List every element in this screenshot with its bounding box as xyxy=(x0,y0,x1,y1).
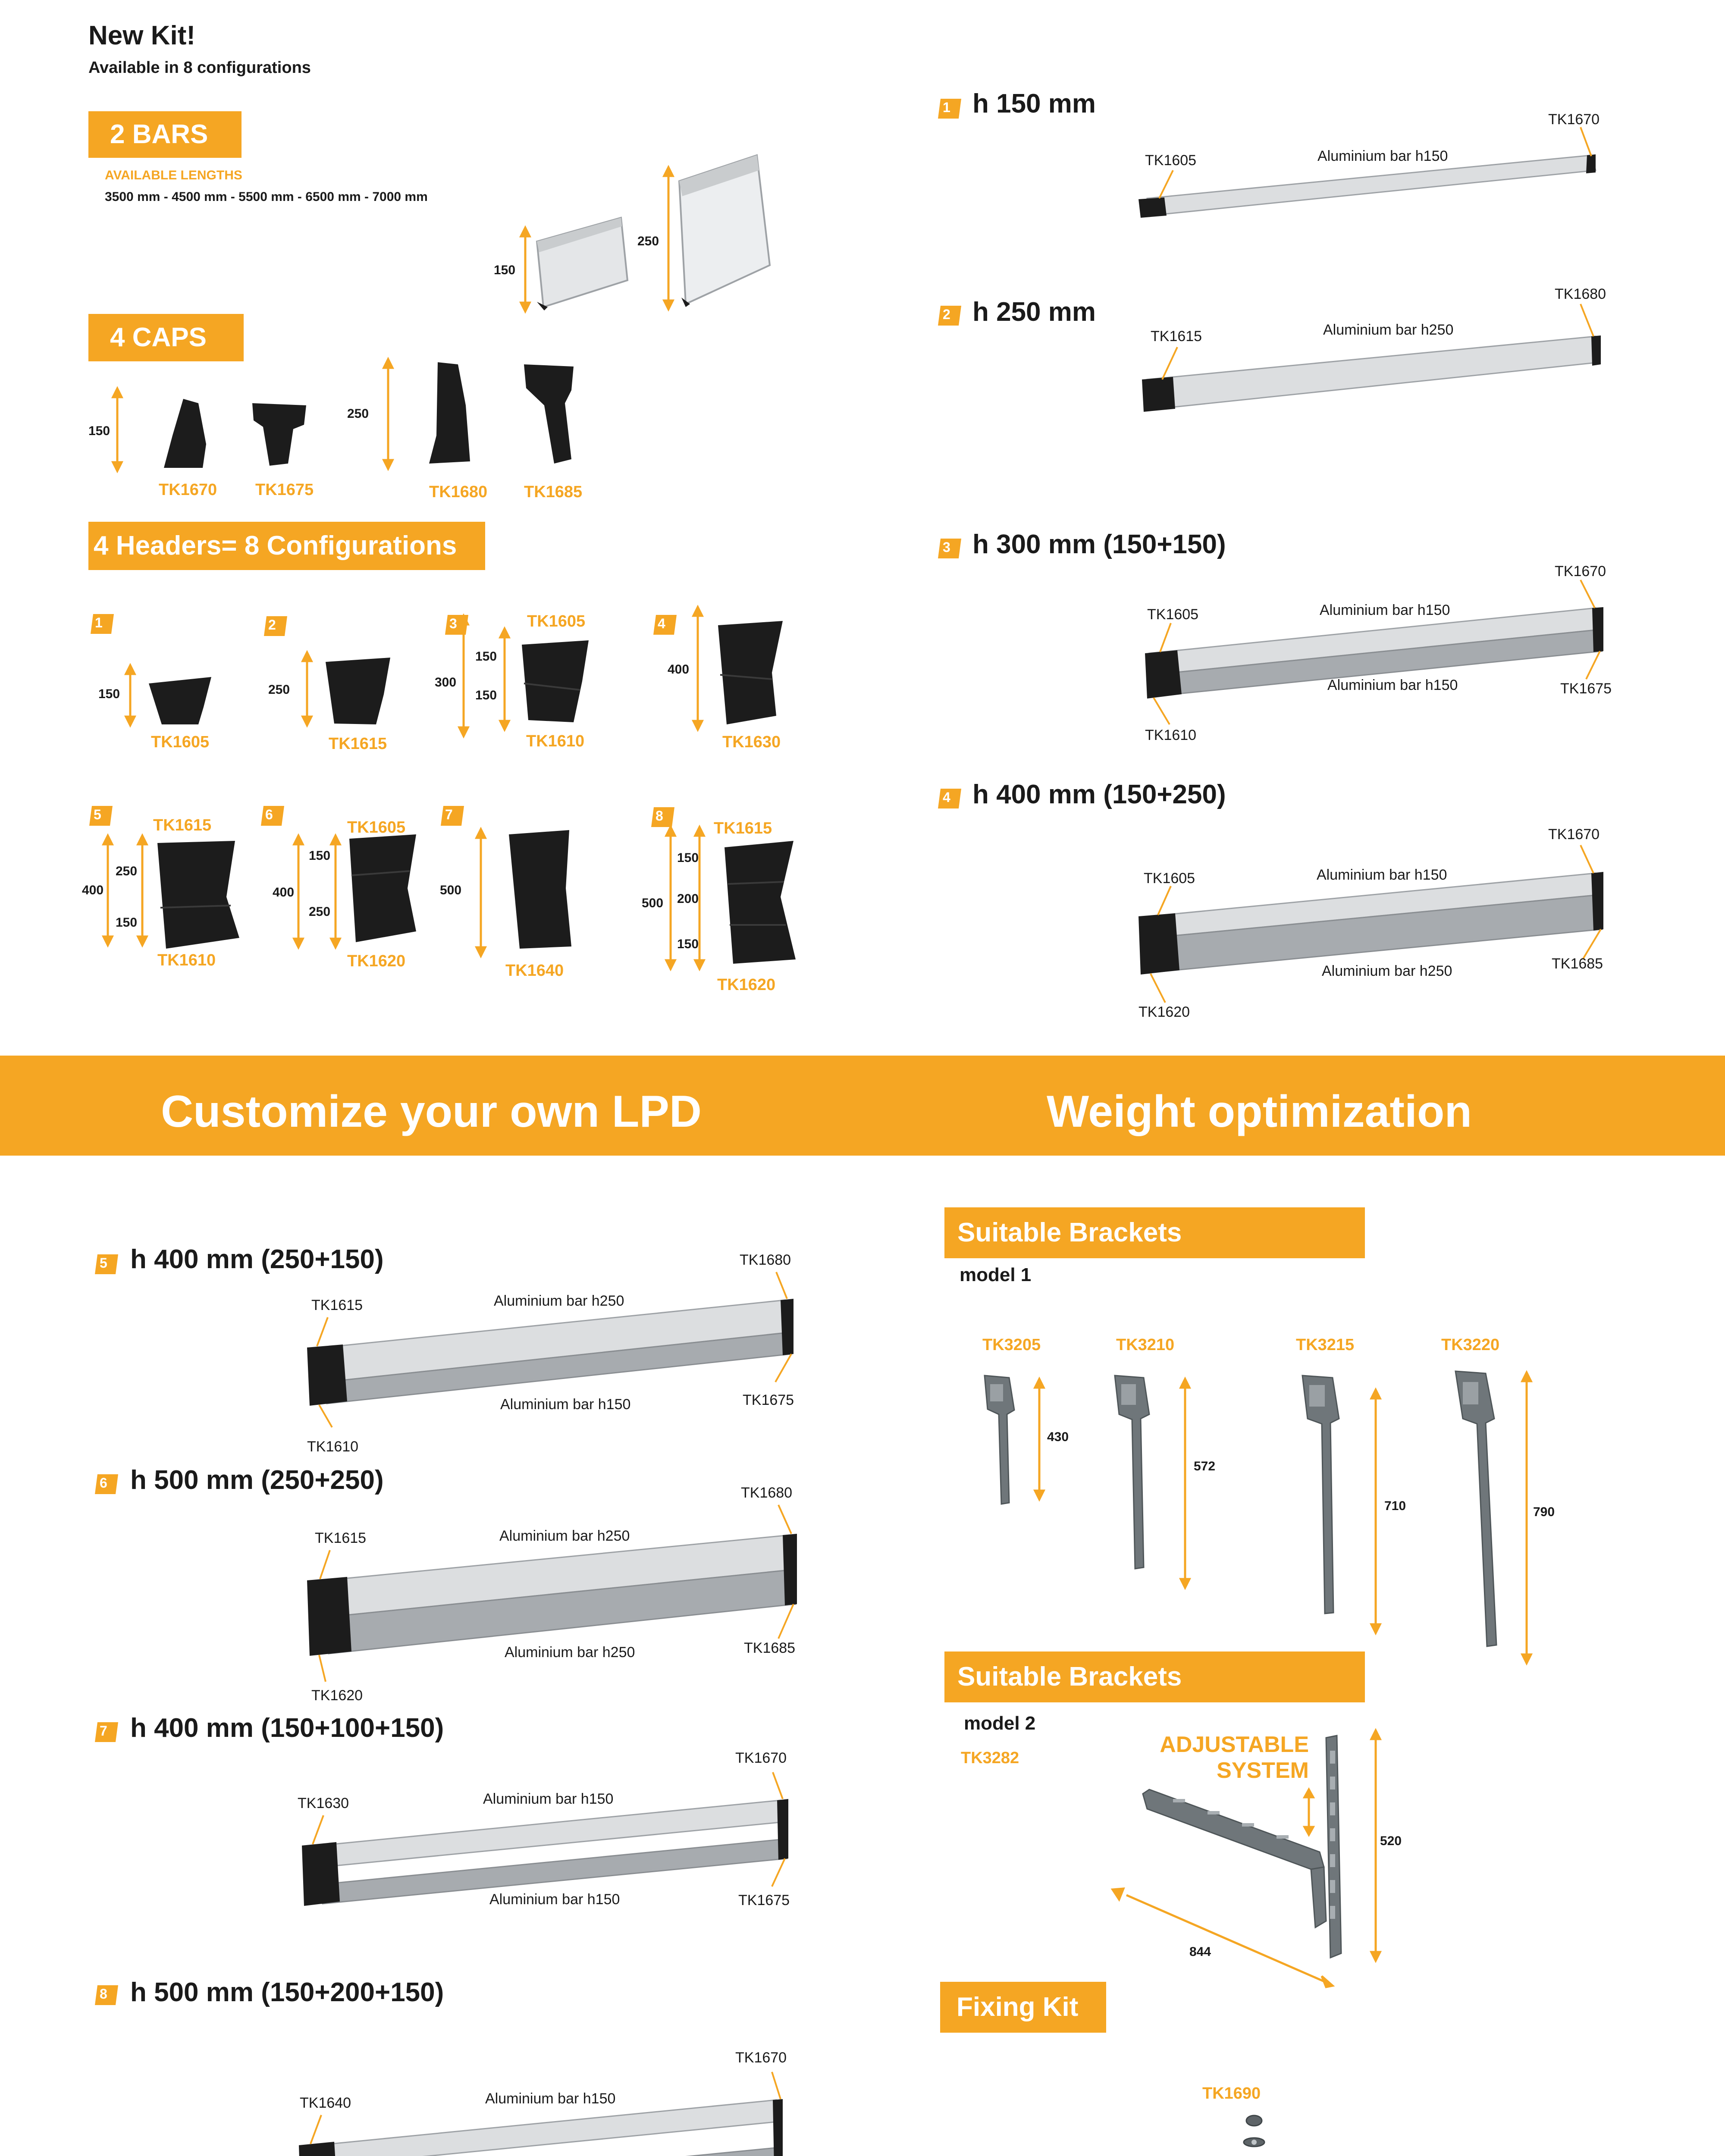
config-7-right-top: TK1670 xyxy=(735,1750,787,1766)
bracket-code-3: TK3215 xyxy=(1296,1336,1355,1354)
header-badge-6: 6 xyxy=(265,807,273,822)
adjustable-line-2: SYSTEM xyxy=(1217,1758,1309,1783)
bracket-code-1: TK3205 xyxy=(982,1336,1041,1354)
config-4-left-bottom: TK1620 xyxy=(1138,1004,1190,1020)
header-5-dim: 400 xyxy=(82,883,104,897)
header-8-dim-b: 200 xyxy=(677,892,699,906)
header-badge-4: 4 xyxy=(658,616,665,631)
bracket-dim-1: 430 xyxy=(1047,1430,1069,1444)
header-5-dim-b: 150 xyxy=(116,915,138,930)
brackets2-code: TK3282 xyxy=(961,1749,1019,1767)
config-badge-5: 5 xyxy=(100,1255,107,1271)
headers-tag: 4 Headers= 8 Configurations xyxy=(88,522,485,570)
config-5-left-bottom: TK1610 xyxy=(307,1438,359,1455)
header-1-code: TK1605 xyxy=(151,733,210,751)
config-1-left-top: TK1605 xyxy=(1145,152,1197,169)
config-3-bar-top: Aluminium bar h150 xyxy=(1320,602,1450,618)
header-badge-1: 1 xyxy=(95,615,103,630)
config-7-right-bottom: TK1675 xyxy=(738,1892,790,1908)
header-3-dim: 300 xyxy=(435,675,457,689)
header-badge-8: 8 xyxy=(656,808,663,824)
config-6-left-bottom: TK1620 xyxy=(311,1687,363,1704)
bracket-code-4: TK3220 xyxy=(1441,1336,1500,1354)
header-badge-5: 5 xyxy=(94,807,101,822)
header-1-dim: 150 xyxy=(98,687,120,701)
config-2-title: h 250 mm xyxy=(972,297,1096,327)
bars-lengths-label: AVAILABLE LENGTHS xyxy=(105,168,242,182)
bars-lengths: 3500 mm - 4500 mm - 5500 mm - 6500 mm - 7000 mm xyxy=(105,190,428,204)
adjustable-line-1: ADJUSTABLE xyxy=(1160,1732,1309,1757)
header-3-dim-b: 150 xyxy=(475,688,497,702)
header-6-dim-a: 150 xyxy=(309,849,331,863)
config-2-left-top: TK1615 xyxy=(1151,328,1202,345)
config-badge-8: 8 xyxy=(100,1986,107,2002)
config-4-right-bottom: TK1685 xyxy=(1552,956,1603,972)
config-badge-3: 3 xyxy=(943,539,950,555)
config-6-bar-bottom: Aluminium bar h250 xyxy=(505,1644,635,1661)
config-4-left-top: TK1605 xyxy=(1144,870,1195,887)
config-7-title: h 400 mm (150+100+150) xyxy=(130,1713,444,1743)
caps-tag: 4 CAPS xyxy=(88,314,244,361)
header-4-code: TK1630 xyxy=(722,733,781,751)
config-2-right-top: TK1680 xyxy=(1555,286,1606,302)
config-badge-6: 6 xyxy=(100,1475,107,1491)
header-badge-3: 3 xyxy=(449,616,457,631)
config-6-right-top: TK1680 xyxy=(741,1485,793,1501)
header-5-dim-a: 250 xyxy=(116,864,138,878)
header-4-dim: 400 xyxy=(668,662,690,677)
header-2-code: TK1615 xyxy=(329,735,387,753)
config-3-bar-bottom: Aluminium bar h150 xyxy=(1327,677,1458,693)
config-1-right-top: TK1670 xyxy=(1548,111,1600,128)
bars-tag: 2 BARS xyxy=(88,111,242,158)
bracket-dim-3: 710 xyxy=(1384,1499,1406,1513)
config-6-title: h 500 mm (250+250) xyxy=(130,1465,384,1495)
header-6-dim: 400 xyxy=(273,885,295,899)
config-5-bar-bottom: Aluminium bar h150 xyxy=(500,1396,631,1413)
config-6-right-bottom: TK1685 xyxy=(744,1640,796,1656)
fixing-code: TK1690 xyxy=(1202,2084,1261,2103)
brackets2-tag: Suitable Brackets xyxy=(944,1651,1365,1702)
bracket-dim-2: 572 xyxy=(1194,1459,1216,1473)
header-7-code: TK1640 xyxy=(505,962,564,980)
bracket-code-2: TK3210 xyxy=(1116,1336,1175,1354)
banner-weight: Weight optimization xyxy=(1047,1087,1472,1137)
header-8-dim-c: 150 xyxy=(677,937,699,951)
config-8-right-top: TK1670 xyxy=(735,2049,787,2066)
intro-title: New Kit! xyxy=(88,21,195,50)
config-4-title: h 400 mm (150+250) xyxy=(972,780,1226,809)
config-7-left-top: TK1630 xyxy=(298,1795,349,1811)
header-5-code-top: TK1615 xyxy=(153,816,212,834)
bar-dim-150: 150 xyxy=(494,263,516,277)
bar-dim-250: 250 xyxy=(637,234,659,248)
config-5-bar-top: Aluminium bar h250 xyxy=(494,1293,624,1309)
config-3-right-bottom: TK1675 xyxy=(1560,680,1612,697)
caps-code-2: TK1675 xyxy=(255,481,314,499)
brackets2-model: model 2 xyxy=(964,1713,1036,1734)
config-5-title: h 400 mm (250+150) xyxy=(130,1244,384,1274)
config-6-bar-top: Aluminium bar h250 xyxy=(499,1528,630,1544)
header-8-code-top: TK1615 xyxy=(714,819,772,837)
banner-customize: Customize your own LPD xyxy=(161,1087,702,1137)
config-1-bar-top: Aluminium bar h150 xyxy=(1317,148,1448,164)
intro-subtitle: Available in 8 configurations xyxy=(88,59,311,77)
config-5-left-top: TK1615 xyxy=(311,1297,363,1313)
config-7-bar-bottom: Aluminium bar h150 xyxy=(489,1891,620,1908)
header-6-code: TK1620 xyxy=(347,952,406,970)
caps-dim-150: 150 xyxy=(88,424,110,438)
config-8-title: h 500 mm (150+200+150) xyxy=(130,1977,444,2007)
header-3-dim-a: 150 xyxy=(475,649,497,664)
fixing-tag: Fixing Kit xyxy=(940,1982,1106,2033)
header-8-code: TK1620 xyxy=(717,976,776,994)
config-6-left-top: TK1615 xyxy=(315,1530,367,1546)
config-4-bar-bottom: Aluminium bar h250 xyxy=(1322,963,1452,979)
config-8-bar-top: Aluminium bar h150 xyxy=(485,2090,616,2107)
caps-code-3: TK1680 xyxy=(429,483,488,501)
config-8-left-top: TK1640 xyxy=(300,2095,351,2111)
bracket-dim-4: 790 xyxy=(1533,1505,1555,1519)
brackets1-tag: Suitable Brackets xyxy=(944,1207,1365,1258)
caps-dim-250: 250 xyxy=(347,407,369,421)
header-badge-2: 2 xyxy=(268,617,276,633)
header-8-dim-a: 150 xyxy=(677,851,699,865)
header-7-dim: 500 xyxy=(440,883,462,897)
header-6-code-top: TK1605 xyxy=(347,818,406,837)
header-8-dim: 500 xyxy=(642,896,664,910)
config-7-bar-top: Aluminium bar h150 xyxy=(483,1791,614,1807)
brackets1-model: model 1 xyxy=(960,1264,1032,1285)
caps-code-4: TK1685 xyxy=(524,483,583,501)
config-4-right-top: TK1670 xyxy=(1548,826,1600,843)
config-badge-2: 2 xyxy=(943,307,950,322)
header-3-code: TK1610 xyxy=(526,732,585,750)
config-1-title: h 150 mm xyxy=(972,89,1096,119)
config-5-right-top: TK1680 xyxy=(740,1252,791,1268)
config-3-right-top: TK1670 xyxy=(1555,563,1606,580)
header-6-dim-b: 250 xyxy=(309,905,331,919)
header-badge-7: 7 xyxy=(445,807,453,822)
brackets2-dim-diagonal: 844 xyxy=(1189,1945,1211,1959)
config-3-title: h 300 mm (150+150) xyxy=(972,530,1226,559)
config-badge-7: 7 xyxy=(100,1723,107,1739)
config-3-left-top: TK1605 xyxy=(1147,606,1199,623)
config-4-bar-top: Aluminium bar h150 xyxy=(1317,867,1447,883)
caps-code-1: TK1670 xyxy=(159,481,217,499)
config-badge-1: 1 xyxy=(943,100,950,115)
header-3-code-top: TK1605 xyxy=(527,612,586,630)
config-3-left-bottom: TK1610 xyxy=(1145,727,1197,743)
brackets2-dim-vertical: 520 xyxy=(1380,1834,1402,1848)
header-2-dim: 250 xyxy=(268,683,290,697)
config-5-right-bottom: TK1675 xyxy=(743,1392,794,1408)
config-2-bar-top: Aluminium bar h250 xyxy=(1323,322,1454,338)
header-5-code: TK1610 xyxy=(157,951,216,969)
config-badge-4: 4 xyxy=(943,790,950,805)
